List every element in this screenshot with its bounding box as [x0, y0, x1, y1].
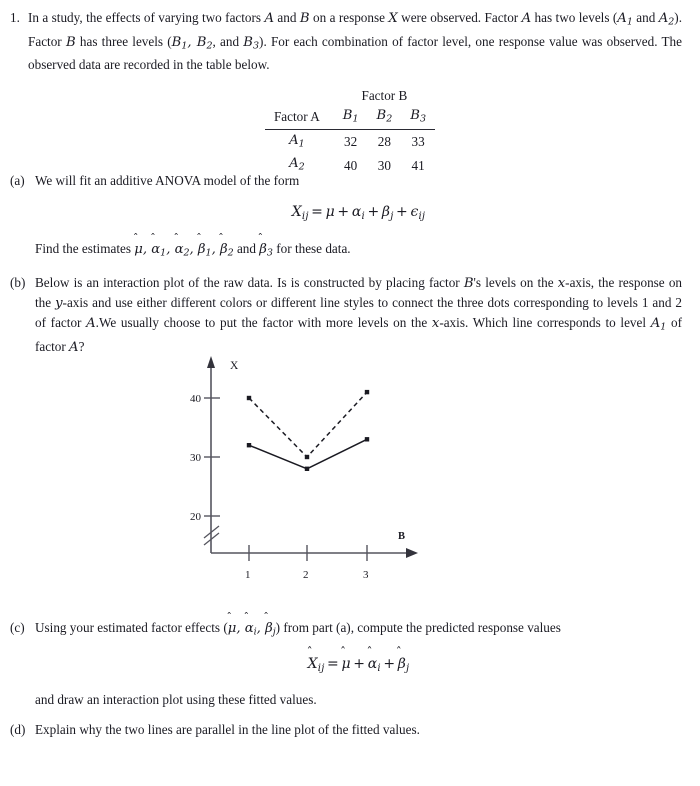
plot-point-a1-b1	[247, 443, 251, 447]
parts-a-b	[10, 171, 682, 357]
part-c-intro: Using your estimated factor effects ( μ, $\alpha_i$, $\beta_j$) from part (a), compute the predicted response values	[35, 620, 561, 638]
plot-series-layer	[247, 390, 369, 471]
y-tick-label-40: 40	[190, 393, 201, 405]
table-col-header-b2: $B_2$	[368, 105, 402, 129]
part-a-intro: We will fit an additive ANOVA model of the form	[35, 173, 300, 188]
plot-line-a1	[249, 439, 367, 469]
x-tick-3	[363, 545, 369, 581]
table-cell: 30	[377, 157, 391, 173]
part-c-label: (c)	[10, 620, 25, 635]
part-d-body	[35, 720, 682, 739]
x-axis-label: B	[398, 531, 406, 542]
table-header-row	[265, 105, 435, 129]
part-d-label: (d)	[10, 722, 26, 738]
x-tick-label-3: 3	[363, 569, 369, 581]
table-col-header-b1: $B_1$	[334, 105, 368, 129]
problem-statement: In a study, the effects of varying two factors A and B on a response X were observed. Factor A has two levels ($A_1$ and $A_2$). Factor B has three levels ($B_1$, $B_2$, and $B_3$). For each combination of factor level, one response value was observed. The observed data are recorded in the table below.	[28, 10, 683, 73]
table-cell: 33	[411, 133, 425, 149]
table-cell: 32	[344, 133, 358, 149]
observed-data-table	[265, 86, 435, 177]
plot-point-a1-b3	[365, 437, 369, 441]
table-row-header-a1: $A_1$	[289, 132, 305, 150]
table-row-header-a2: $A_2$	[289, 156, 305, 173]
table-row	[265, 129, 435, 153]
x-tick-label-1: 1	[245, 569, 251, 581]
y-tick-40	[190, 393, 220, 405]
plot-point-a2-b1	[247, 396, 251, 400]
x-axis	[211, 548, 418, 558]
table-col-header-b3: $B_3$	[401, 105, 435, 129]
y-axis	[207, 356, 215, 553]
part-d	[10, 720, 682, 739]
table-supertitle-row	[265, 86, 435, 105]
interaction-plot-svg	[190, 352, 440, 582]
table-cell: 28	[377, 133, 391, 149]
observed-data-table-container	[0, 86, 700, 177]
problem-1	[10, 8, 682, 74]
part-d-text: Explain why the two lines are parallel in the line plot of the fitted values.	[35, 722, 420, 738]
part-a-body	[35, 171, 682, 262]
x-tick-2	[303, 545, 309, 581]
y-tick-label-30: 30	[190, 452, 201, 464]
part-c-closing: and draw an interaction plot using these fitted values.	[35, 692, 317, 708]
x-tick-1	[245, 545, 251, 581]
part-a-closing: Find the estimates μ, $\alpha_1$, $\alpha_2$, $\beta_1$, $\beta_2$ and $\beta_3$ for these data.	[35, 240, 351, 259]
table-supertitle-spacer	[265, 86, 334, 105]
y-axis-label: X	[230, 360, 239, 372]
x-tick-label-2: 2	[303, 569, 309, 581]
problem-number: 1.	[10, 10, 20, 25]
parts-c-d	[10, 618, 682, 739]
part-c-body	[35, 618, 682, 709]
table-cell: 41	[411, 157, 425, 173]
y-tick-30	[190, 452, 220, 464]
y-tick-20	[190, 511, 220, 523]
interaction-plot	[190, 352, 440, 582]
part-b-body: Below is an interaction plot of the raw data. Is is constructed by placing factor B's levels on the x-axis, the response on the y-axis and use either different colors or different line styles to connect the three dots corresponding to levels 1 and 2 of factor A.We usually choose to put the factor with more levels on the x-axis. Which line corresponds to level $A_1$ of factor A?	[35, 275, 683, 356]
plot-point-a1-b2	[305, 467, 309, 471]
part-a-label: (a)	[10, 173, 25, 188]
plot-point-a2-b3	[365, 390, 369, 394]
y-tick-label-20: 20	[190, 511, 201, 523]
table-cell: 40	[344, 157, 358, 173]
part-a-equation: $X_{ij} = \mu + \alpha_i + \beta_j + \epsilon_{ij}$	[291, 204, 426, 222]
part-a	[10, 171, 682, 262]
plot-point-a2-b2	[305, 455, 309, 459]
part-b	[10, 273, 682, 357]
table-supertitle: Factor B	[361, 88, 408, 103]
part-c-equation: ̂ $X_{ij}$ = ̂ μ + ̂ $\alpha_i$ + ̂ $\beta_j$	[307, 645, 410, 674]
part-c	[10, 618, 682, 709]
table-corner-header: Factor A	[265, 105, 334, 129]
part-b-label: (b)	[10, 275, 26, 291]
